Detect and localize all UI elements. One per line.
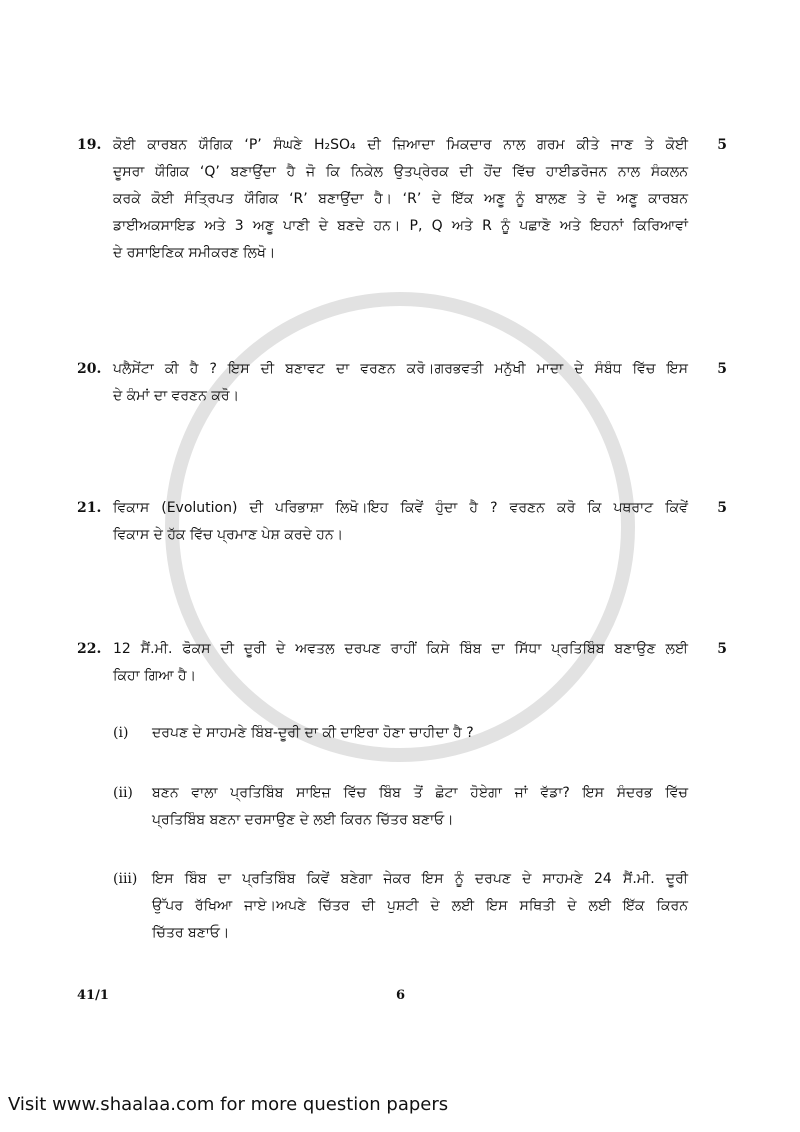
- question-text-line: ਦੇ ਕੰਮਾਂ ਦਾ ਵਰਣਨ ਕਰੋ।: [113, 388, 240, 404]
- question-22: [77, 636, 727, 947]
- question-marks: 5: [717, 500, 727, 516]
- question-marks: 5: [717, 641, 727, 657]
- subpart-body: [152, 866, 688, 947]
- question-number: 19.: [77, 137, 102, 153]
- question-text-line: ਕਿਹਾ ਗਿਆ ਹੈ।: [113, 668, 197, 684]
- subpart-label: (iii): [113, 871, 138, 887]
- question-19: [77, 132, 727, 267]
- page-number: 6: [396, 988, 406, 1003]
- question-text-line: ਕੋਈ ਕਾਰਬਨ ਯੌਗਿਕ ‘P’ ਸੰਘਣੇ H₂SO₄ ਦੀ ਜ਼ਿਆਦਾ ਮਿਕਦਾਰ ਨਾਲ ਗਰਮ ਕੀਤੇ ਜਾਣ ਤੇ ਕੋਈ: [113, 137, 688, 153]
- subpart-text-line: ਪ੍ਰਤਿਬਿੰਬ ਬਣਨਾ ਦਰਸਾਉਣ ਦੇ ਲਈ ਕਿਰਨ ਚਿੱਤਰ ਬਣਾਓ।: [152, 812, 454, 828]
- question-text-line: ਵਿਕਾਸ (Evolution) ਦੀ ਪਰਿਭਾਸ਼ਾ ਲਿਖੋ।ਇਹ ਕਿਵੇਂ ਹੁੰਦਾ ਹੈ ? ਵਰਣਨ ਕਰੋ ਕਿ ਪਥਰਾਟ ਕਿਵੇਂ: [113, 500, 688, 516]
- question-text-line: ਦੂਸਰਾ ਯੌਗਿਕ ‘Q’ ਬਣਾਉਂਦਾ ਹੈ ਜੋ ਕਿ ਨਿਕੇਲ ਉਤਪ੍ਰੇਰਕ ਦੀ ਹੋਂਦ ਵਿੱਚ ਹਾਈਡਰੋਜਨ ਨਾਲ ਸੰਕਲਨ: [113, 164, 688, 180]
- question-text-line: ਦੇ ਰਸਾਇਣਿਕ ਸਮੀਕਰਣ ਲਿਖੋ।: [113, 245, 276, 261]
- paper-code: 41/1: [77, 988, 109, 1003]
- subpart-text-line: ਦਰਪਣ ਦੇ ਸਾਹਮਣੇ ਬਿੰਬ-ਦੂਰੀ ਦਾ ਕੀ ਦਾਇਰਾ ਹੋਣਾ ਚਾਹੀਦਾ ਹੈ ?: [152, 725, 474, 741]
- shaalaa-banner-link[interactable]: Visit www.shaalaa.com for more question papers: [8, 1094, 449, 1115]
- question-marks: 5: [717, 137, 727, 153]
- subpart-i: [113, 720, 688, 747]
- page-footer: [77, 988, 727, 1008]
- question-text-line: ਵਿਕਾਸ ਦੇ ਹੱਕ ਵਿੱਚ ਪ੍ਰਮਾਣ ਪੇਸ਼ ਕਰਦੇ ਹਨ।: [113, 527, 344, 543]
- question-body: [113, 636, 688, 947]
- question-number: 21.: [77, 500, 102, 516]
- subpart-text-line: ਚਿੱਤਰ ਬਣਾਓ।: [152, 925, 230, 941]
- subpart-ii: [113, 780, 688, 834]
- question-text-line: ਕਰਕੇ ਕੋਈ ਸੰਤ੍ਰਿਪਤ ਯੌਗਿਕ ‘R’ ਬਣਾਉਂਦਾ ਹੈ। ‘R’ ਦੇ ਇੱਕ ਅਣੂ ਨੂੰ ਬਾਲਣ ਤੇ ਦੋ ਅਣੂ ਕਾਰਬਨ: [113, 191, 688, 207]
- question-text-line: ਪਲੈਸੇਂਟਾ ਕੀ ਹੈ ? ਇਸ ਦੀ ਬਣਾਵਟ ਦਾ ਵਰਣਨ ਕਰੋ।ਗਰਭਵਤੀ ਮਨੁੱਖੀ ਮਾਦਾ ਦੇ ਸੰਬੰਧ ਵਿੱਚ ਇਸ: [113, 361, 688, 377]
- question-body: [113, 495, 688, 549]
- question-21: [77, 495, 727, 549]
- subpart-text-line: ਬਣਨ ਵਾਲਾ ਪ੍ਰਤਿਬਿੰਬ ਸਾਇਜ਼ ਵਿੱਚ ਬਿੰਬ ਤੋਂ ਛੋਟਾ ਹੋਏਗਾ ਜਾਂ ਵੱਡਾ? ਇਸ ਸੰਦਰਭ ਵਿੱਚ: [152, 785, 688, 801]
- subpart-label: (i): [113, 725, 129, 741]
- subpart-body: [152, 780, 688, 834]
- question-marks: 5: [717, 361, 727, 377]
- question-text-line: 12 ਸੈਂ.ਮੀ. ਫੋਕਸ ਦੀ ਦੂਰੀ ਦੇ ਅਵਤਲ ਦਰਪਣ ਰਾਹੀਂ ਕਿਸੇ ਬਿੰਬ ਦਾ ਸਿੱਧਾ ਪ੍ਰਤਿਬਿੰਬ ਬਣਾਉਣ ਲਈ: [113, 641, 688, 657]
- question-number: 22.: [77, 641, 102, 657]
- question-text-line: ਡਾਈਅਕਸਾਇਡ ਅਤੇ 3 ਅਣੂ ਪਾਣੀ ਦੇ ਬਣਦੇ ਹਨ। P, Q ਅਤੇ R ਨੂੰ ਪਛਾਣੋ ਅਤੇ ਇਹਨਾਂ ਕਿਰਿਆਵਾਂ: [113, 218, 688, 234]
- subpart-iii: [113, 866, 688, 947]
- subpart-text-line: ਇਸ ਬਿੰਬ ਦਾ ਪ੍ਰਤਿਬਿੰਬ ਕਿਵੇਂ ਬਣੇਗਾ ਜੇਕਰ ਇਸ ਨੂੰ ਦਰਪਣ ਦੇ ਸਾਹਮਣੇ 24 ਸੈਂ.ਮੀ. ਦੂਰੀ: [152, 871, 688, 887]
- question-20: [77, 356, 727, 410]
- question-number: 20.: [77, 361, 102, 377]
- subpart-text-line: ਉੱਪਰ ਰੱਖਿਆ ਜਾਏ।ਅਪਣੇ ਚਿੱਤਰ ਦੀ ਪੁਸ਼ਟੀ ਦੇ ਲਈ ਇਸ ਸਥਿਤੀ ਦੇ ਲਈ ਇੱਕ ਕਿਰਨ: [152, 898, 688, 914]
- question-body: [113, 132, 688, 267]
- subpart-body: [152, 720, 688, 747]
- question-body: [113, 356, 688, 410]
- subpart-label: (ii): [113, 785, 133, 801]
